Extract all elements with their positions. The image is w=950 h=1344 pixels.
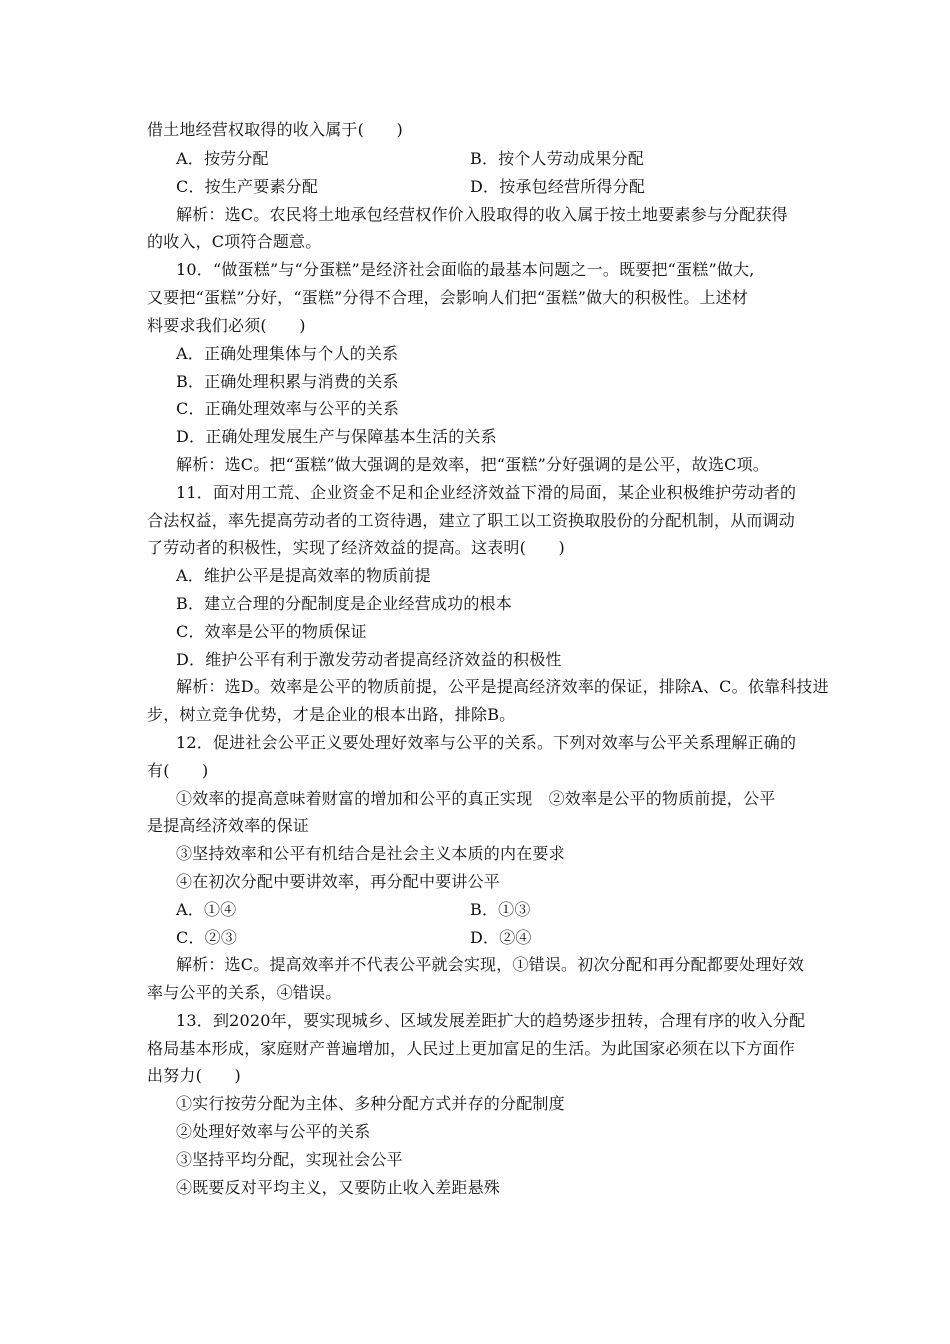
q13-stem-line-3: 出努力( ) [147,1066,241,1085]
q9-option-a: A．按劳分配 [176,149,269,168]
q9-stem-tail: 借土地经营权取得的收入属于( ) [147,120,403,139]
q12-stem-line-2: 有( ) [147,761,209,780]
q11-stem-line-2: 合法权益，率先提高劳动者的工资待遇，建立了职工以工资换取股份的分配机制，从而调动 [147,511,796,530]
q12-statement-line-1: ①效率的提高意味着财富的增加和公平的真正实现 ②效率是公平的物质前提，公平 [176,789,776,808]
q12-statement-line-2: 是提高经济效率的保证 [147,816,310,835]
q11-analysis-line-1: 解析：选D。效率是公平的物质前提，公平是提高经济效率的保证，排除A、C。依靠科技进 [176,677,829,696]
q10-stem-line-2: 又要把“蛋糕”分好，“蛋糕”分得不合理，会影响人们把“蛋糕”做大的积极性。上述材 [147,288,749,307]
q10-option-a: A．正确处理集体与个人的关系 [176,344,399,363]
q10-stem-line-3: 料要求我们必须( ) [147,316,306,335]
q12-statement-4: ④在初次分配中要讲效率，再分配中要讲公平 [176,872,501,891]
q9-option-b: B．按个人劳动成果分配 [470,149,644,168]
q11-option-c: C．效率是公平的物质保证 [176,622,367,641]
q13-statement-1: ①实行按劳分配为主体、多种分配方式并存的分配制度 [176,1094,565,1113]
q9-option-d: D．按承包经营所得分配 [470,177,646,196]
q10-analysis-line-1: 解析：选C。把“蛋糕”做大强调的是效率，把“蛋糕”分好强调的是公平，故选C项。 [176,455,770,474]
q10-option-b: B．正确处理积累与消费的关系 [176,372,399,391]
q9-option-c: C．按生产要素分配 [176,177,319,196]
q11-option-d: D．维护公平有利于激发劳动者提高经济效益的积极性 [176,650,562,669]
q12-option-c: C．②③ [176,928,238,947]
q12-analysis-line-1: 解析：选C。提高效率并不代表公平就会实现，①错误。初次分配和再分配都要处理好效 [176,955,805,974]
q11-option-b: B．建立合理的分配制度是企业经营成功的根本 [176,594,512,613]
q9-analysis-line-1: 解析：选C。农民将土地承包经营权作价入股取得的收入属于按土地要素参与分配获得 [176,205,788,224]
q12-statement-3: ③坚持效率和公平有机结合是社会主义本质的内在要求 [176,844,565,863]
q10-option-c: C．正确处理效率与公平的关系 [176,399,400,418]
q12-analysis-line-2: 率与公平的关系，④错误。 [147,983,342,1002]
q12-option-a: A．①④ [176,900,237,919]
q11-option-a: A．维护公平是提高效率的物质前提 [176,566,431,585]
q10-stem-line-1: 10．“做蛋糕”与“分蛋糕”是经济社会面临的最基本问题之一。既要把“蛋糕”做大, [176,260,755,279]
q13-stem-line-2: 格局基本形成，家庭财产普遍增加，人民过上更加富足的生活。为此国家必须在以下方面作 [147,1039,796,1058]
q13-statement-2: ②处理好效率与公平的关系 [176,1122,371,1141]
q12-option-d: D．②④ [470,928,532,947]
q9-analysis-line-2: 的收入，C项符合题意。 [147,232,322,251]
q11-stem-line-3: 了劳动者的积极性，实现了经济效益的提高。这表明( ) [147,538,565,557]
q13-stem-line-1: 13．到2020年，要实现城乡、区域发展差距扩大的趋势逐步扭转，合理有序的收入分配 [176,1011,806,1030]
q12-stem-line-1: 12．促进社会公平正义要处理好效率与公平的关系。下列对效率与公平关系理解正确的 [176,733,797,752]
q11-analysis-line-2: 步，树立竞争优势，才是企业的根本出路，排除B。 [147,705,516,724]
q11-stem-line-1: 11．面对用工荒、企业资金不足和企业经济效益下滑的局面，某企业积极维护劳动者的 [176,483,797,502]
q13-statement-3: ③坚持平均分配，实现社会公平 [176,1150,403,1169]
q10-option-d: D．正确处理发展生产与保障基本生活的关系 [176,427,497,446]
q12-option-b: B．①③ [470,900,531,919]
q13-statement-4: ④既要反对平均主义，又要防止收入差距悬殊 [176,1178,501,1197]
